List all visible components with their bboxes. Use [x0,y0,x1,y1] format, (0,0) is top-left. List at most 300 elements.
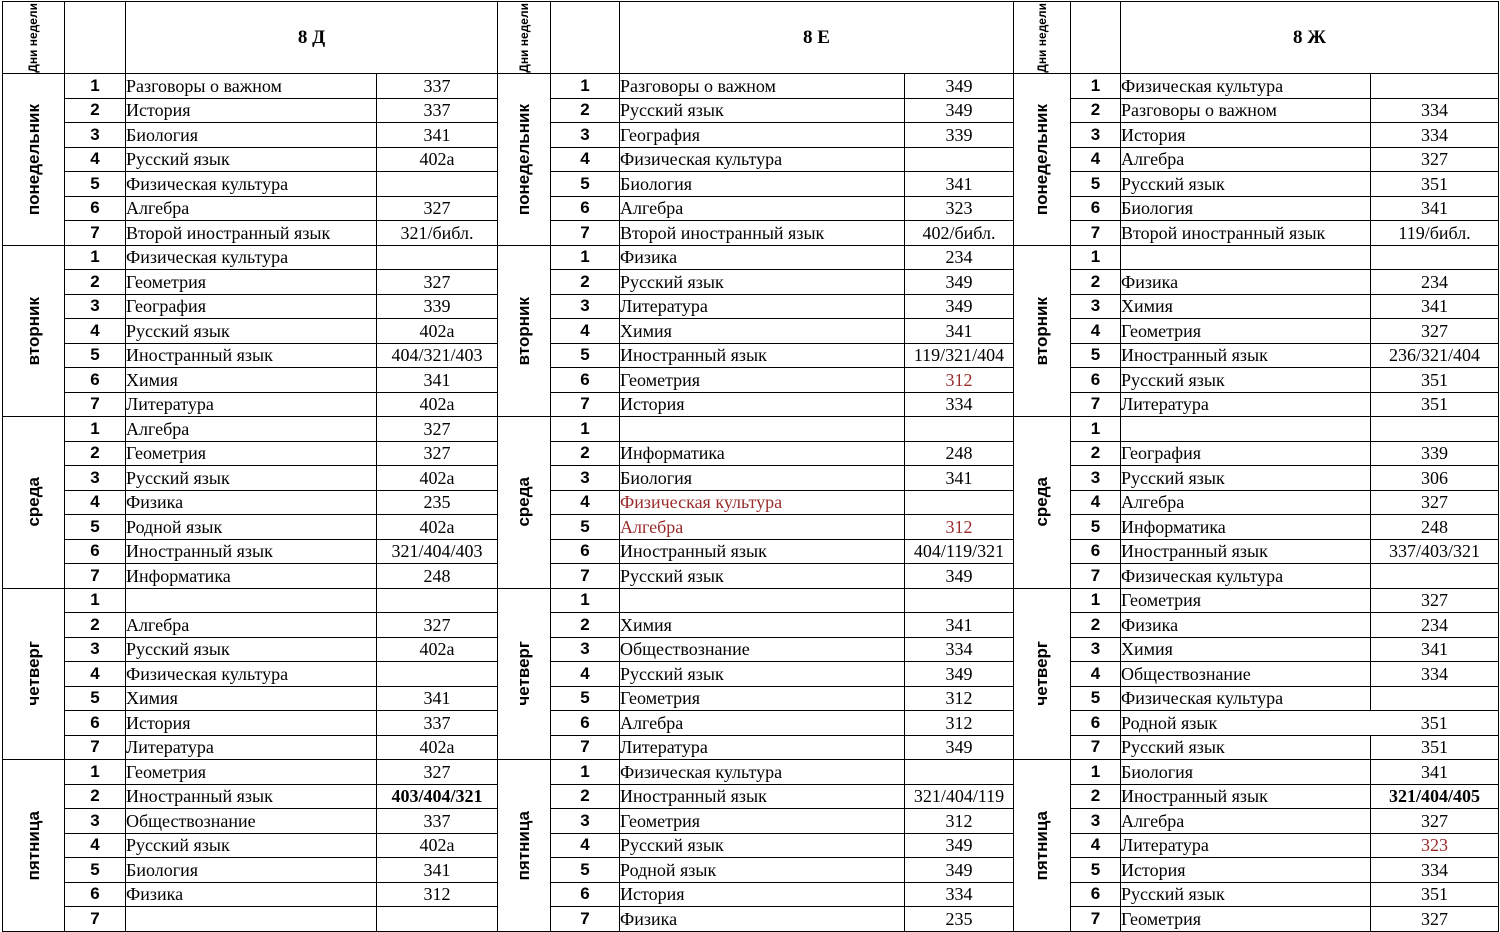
lesson-row [3,735,1499,760]
lesson-number: 3 [551,809,620,834]
room-cell: 349 [905,833,1014,858]
schedule-table-wrapper [2,1,1499,932]
lesson-number: 4 [65,662,126,687]
day-label-8zh: среда [1014,417,1071,589]
subject-cell: Русский язык [620,833,905,858]
room-cell: 337 [377,711,498,736]
room-cell: 337 [377,74,498,99]
lesson-number: 6 [65,539,126,564]
room-cell: 321/404/403 [377,539,498,564]
lesson-number: 3 [65,637,126,662]
room-cell: 327 [1371,588,1499,613]
lesson-number: 7 [65,221,126,246]
subject-cell: География [1121,441,1371,466]
subject-cell: Русский язык [620,662,905,687]
room-cell: 337 [377,98,498,123]
lesson-number: 7 [551,907,620,932]
lesson-number: 2 [65,784,126,809]
room-cell: 312 [905,809,1014,834]
lesson-number: 1 [551,74,620,99]
subject-cell: Русский язык [1121,735,1371,760]
lesson-number: 5 [1071,686,1121,711]
room-cell: 339 [377,294,498,319]
room-cell: 341 [1371,196,1499,221]
subject-cell: Алгебра [126,417,377,442]
lesson-row [3,907,1499,932]
room-cell: 119/библ. [1371,221,1499,246]
lesson-number: 2 [1071,613,1121,638]
subject-cell [126,588,377,613]
lesson-number: 2 [1071,270,1121,295]
subject-cell: История [620,392,905,417]
lesson-number: 3 [551,294,620,319]
lesson-number: 3 [65,809,126,834]
subject-cell: Геометрия [620,686,905,711]
room-cell: 349 [905,294,1014,319]
room-cell: 327 [1371,809,1499,834]
room-cell: 327 [377,760,498,785]
lesson-row [3,196,1499,221]
room-cell: 341 [377,368,498,393]
subject-cell: География [620,123,905,148]
subject-cell: Второй иностранный язык [1121,221,1371,246]
subject-cell: Геометрия [620,368,905,393]
lesson-number: 3 [551,123,620,148]
lesson-number: 5 [65,343,126,368]
lesson-number: 4 [65,319,126,344]
room-cell: 402а [377,392,498,417]
room-cell [1371,564,1499,589]
subject-cell: Биология [126,123,377,148]
lesson-number: 2 [65,270,126,295]
lesson-number: 6 [1071,882,1121,907]
room-cell: 337 [377,809,498,834]
day-label-8e: понедельник [498,74,551,246]
class-header-8e: 8 Е [620,2,1014,74]
lesson-row [3,343,1499,368]
room-cell [377,172,498,197]
room-cell: 327 [377,613,498,638]
lesson-number: 3 [551,637,620,662]
room-cell: 341 [905,172,1014,197]
lesson-number: 5 [551,686,620,711]
lesson-number: 6 [65,711,126,736]
subject-cell: Алгебра [126,196,377,221]
subject-cell: Физическая культура [1121,74,1371,99]
lesson-row [3,392,1499,417]
room-cell [1371,417,1499,442]
days-header-8d: Дни недели [3,2,65,74]
lesson-number: 6 [551,539,620,564]
lesson-number: 5 [1071,172,1121,197]
subject-cell: Родной язык [620,858,905,883]
subject-cell: Физическая культура [126,172,377,197]
room-cell: 327 [377,441,498,466]
day-label-8d: пятница [3,760,65,932]
day-label-8zh: вторник [1014,245,1071,417]
room-cell: 334 [1371,123,1499,148]
room-cell [1371,74,1499,99]
lesson-row [3,515,1499,540]
schedule-body [3,74,1499,932]
subject-cell: Иностранный язык [1121,784,1371,809]
lesson-number: 7 [65,564,126,589]
room-cell: 351 [1371,882,1499,907]
subject-cell: Биология [620,466,905,491]
room-cell: 402а [377,319,498,344]
room-cell: 334 [905,392,1014,417]
lesson-number: 1 [551,588,620,613]
day-label-8zh: четверг [1014,588,1071,760]
lesson-number: 2 [551,784,620,809]
subject-cell: Русский язык [620,270,905,295]
room-cell: 312 [905,368,1014,393]
subject-cell: Родной язык [1121,711,1371,736]
subject-cell: Иностранный язык [126,784,377,809]
subject-cell: Физика [620,907,905,932]
lesson-number: 6 [1071,711,1121,736]
lesson-number: 2 [65,98,126,123]
lesson-number-header-8zh [1071,2,1121,74]
room-cell [905,588,1014,613]
lesson-number: 4 [65,490,126,515]
subject-cell: Физика [1121,613,1371,638]
room-cell: 321/404/119 [905,784,1014,809]
lesson-row [3,294,1499,319]
lesson-row [3,564,1499,589]
room-cell: 339 [1371,441,1499,466]
subject-cell: Химия [1121,294,1371,319]
room-cell: 351 [1371,711,1499,736]
subject-cell: Химия [1121,637,1371,662]
subject-cell: География [126,294,377,319]
lesson-number: 7 [1071,392,1121,417]
subject-cell: Русский язык [620,564,905,589]
room-cell: 402а [377,466,498,491]
lesson-number: 2 [551,270,620,295]
subject-cell: Геометрия [126,270,377,295]
room-cell: 337/403/321 [1371,539,1499,564]
lesson-number: 4 [1071,147,1121,172]
class-header-8zh: 8 Ж [1121,2,1499,74]
lesson-number: 1 [65,74,126,99]
room-cell: 327 [1371,490,1499,515]
lesson-row [3,858,1499,883]
subject-cell: Геометрия [620,809,905,834]
lesson-row [3,588,1499,613]
subject-cell: Геометрия [1121,319,1371,344]
lesson-row [3,123,1499,148]
lesson-number: 5 [551,172,620,197]
schedule-table [2,1,1499,932]
room-cell: 349 [905,858,1014,883]
lesson-number: 7 [551,564,620,589]
lesson-number: 7 [1071,907,1121,932]
lesson-number: 2 [1071,784,1121,809]
lesson-number: 5 [551,515,620,540]
lesson-number: 4 [551,662,620,687]
subject-cell: Информатика [1121,515,1371,540]
lesson-row [3,270,1499,295]
lesson-number: 4 [1071,662,1121,687]
lesson-row [3,539,1499,564]
lesson-number: 5 [551,858,620,883]
subject-cell [1121,417,1371,442]
subject-cell: Химия [126,368,377,393]
room-cell: 351 [1371,392,1499,417]
lesson-row [3,760,1499,785]
room-cell [377,907,498,932]
subject-cell: Иностранный язык [620,539,905,564]
room-cell: 306 [1371,466,1499,491]
subject-cell: Биология [1121,760,1371,785]
lesson-number: 1 [65,760,126,785]
subject-cell: Иностранный язык [620,784,905,809]
day-label-8e: пятница [498,760,551,932]
subject-cell: Физическая культура [126,662,377,687]
room-cell: 334 [1371,98,1499,123]
subject-cell [126,907,377,932]
lesson-number: 4 [551,319,620,344]
lesson-number: 6 [65,196,126,221]
lesson-row [3,319,1499,344]
subject-cell: Химия [620,613,905,638]
room-cell: 341 [377,858,498,883]
room-cell: 349 [905,564,1014,589]
lesson-row [3,245,1499,270]
room-cell: 402а [377,147,498,172]
lesson-number: 7 [1071,221,1121,246]
subject-cell: Геометрия [1121,907,1371,932]
lesson-number: 1 [551,245,620,270]
subject-cell: Родной язык [126,515,377,540]
room-cell: 349 [905,270,1014,295]
day-label-8e: среда [498,417,551,589]
lesson-number: 5 [1071,858,1121,883]
lesson-number: 1 [1071,417,1121,442]
room-cell: 402а [377,833,498,858]
subject-cell: Алгебра [620,515,905,540]
subject-cell: Химия [620,319,905,344]
subject-cell: История [126,98,377,123]
lesson-number: 1 [65,588,126,613]
lesson-number: 7 [65,735,126,760]
lesson-number: 6 [1071,196,1121,221]
lesson-number: 3 [65,294,126,319]
lesson-number: 1 [1071,245,1121,270]
lesson-number: 3 [1071,294,1121,319]
subject-cell: Биология [1121,196,1371,221]
lesson-number: 7 [551,392,620,417]
lesson-row [3,686,1499,711]
lesson-row [3,882,1499,907]
lesson-number: 6 [551,882,620,907]
room-cell: 341 [905,319,1014,344]
subject-cell [620,588,905,613]
day-label-8d: среда [3,417,65,589]
subject-cell: История [126,711,377,736]
lesson-row [3,711,1499,736]
subject-cell: История [620,882,905,907]
lesson-number: 5 [551,343,620,368]
room-cell: 351 [1371,368,1499,393]
room-cell: 341 [377,123,498,148]
room-cell: 402а [377,735,498,760]
room-cell: 403/404/321 [377,784,498,809]
lesson-number: 5 [65,172,126,197]
subject-cell: Разговоры о важном [126,74,377,99]
subject-cell: Разговоры о важном [1121,98,1371,123]
lesson-row [3,833,1499,858]
lesson-number: 3 [1071,809,1121,834]
lesson-number: 6 [1071,368,1121,393]
lesson-number: 1 [551,760,620,785]
room-cell: 119/321/404 [905,343,1014,368]
lesson-number-header-8e [551,2,620,74]
lesson-row [3,662,1499,687]
lesson-number: 4 [65,147,126,172]
subject-cell: Алгебра [1121,490,1371,515]
lesson-row [3,147,1499,172]
room-cell: 349 [905,662,1014,687]
room-cell [377,662,498,687]
subject-cell: Геометрия [126,760,377,785]
room-cell: 351 [1371,172,1499,197]
subject-cell: Русский язык [126,637,377,662]
lesson-number: 1 [551,417,620,442]
room-cell: 248 [1371,515,1499,540]
subject-cell: Литература [126,392,377,417]
room-cell: 351 [1371,735,1499,760]
lesson-number: 4 [551,833,620,858]
lesson-number: 1 [1071,760,1121,785]
room-cell: 402а [377,515,498,540]
subject-cell: Обществознание [126,809,377,834]
lesson-number: 2 [65,441,126,466]
room-cell: 327 [377,196,498,221]
lesson-number: 7 [551,735,620,760]
subject-cell: История [1121,123,1371,148]
lesson-number: 4 [551,147,620,172]
lesson-number: 4 [1071,490,1121,515]
subject-cell: Русский язык [126,147,377,172]
lesson-number: 7 [1071,564,1121,589]
room-cell: 234 [1371,270,1499,295]
lesson-number: 6 [551,711,620,736]
room-cell: 341 [377,686,498,711]
lesson-number: 7 [1071,735,1121,760]
lesson-number: 7 [551,221,620,246]
room-cell: 402а [377,637,498,662]
lesson-number: 1 [1071,588,1121,613]
lesson-number: 3 [65,123,126,148]
room-cell: 327 [1371,147,1499,172]
subject-cell: Второй иностранный язык [620,221,905,246]
room-cell: 327 [1371,319,1499,344]
room-cell [377,245,498,270]
days-header-8zh: Дни недели [1014,2,1071,74]
subject-cell: Русский язык [1121,368,1371,393]
subject-cell [620,417,905,442]
subject-cell: Химия [126,686,377,711]
subject-cell: Алгебра [620,196,905,221]
subject-cell: Иностранный язык [620,343,905,368]
lesson-number: 1 [65,245,126,270]
room-cell [905,417,1014,442]
lesson-number: 6 [1071,539,1121,564]
room-cell: 323 [1371,833,1499,858]
subject-cell: Литература [126,735,377,760]
subject-cell: Литература [1121,392,1371,417]
lesson-number: 2 [1071,98,1121,123]
lesson-row [3,637,1499,662]
subject-cell: Алгебра [1121,147,1371,172]
lesson-number: 1 [1071,74,1121,99]
day-label-8e: четверг [498,588,551,760]
subject-cell: Иностранный язык [1121,343,1371,368]
lesson-row [3,417,1499,442]
subject-cell: Литература [620,294,905,319]
subject-cell: Русский язык [126,466,377,491]
room-cell: 341 [1371,760,1499,785]
subject-cell: Биология [126,858,377,883]
room-cell: 312 [905,686,1014,711]
lesson-number: 3 [1071,637,1121,662]
room-cell: 404/119/321 [905,539,1014,564]
room-cell: 341 [905,613,1014,638]
lesson-number: 4 [65,833,126,858]
day-label-8d: понедельник [3,74,65,246]
subject-cell [1121,245,1371,270]
day-label-8zh: пятница [1014,760,1071,932]
room-cell: 234 [905,245,1014,270]
subject-cell: Обществознание [620,637,905,662]
lesson-number-header-8d [65,2,126,74]
subject-cell: Алгебра [1121,809,1371,834]
room-cell: 349 [905,98,1014,123]
room-cell: 236/321/404 [1371,343,1499,368]
subject-cell: Литература [1121,833,1371,858]
lesson-number: 3 [551,466,620,491]
subject-cell: Физическая культура [620,760,905,785]
room-cell: 323 [905,196,1014,221]
header-row [3,2,1499,74]
room-cell: 327 [377,270,498,295]
room-cell [905,760,1014,785]
lesson-row [3,74,1499,99]
room-cell: 235 [377,490,498,515]
room-cell: 312 [377,882,498,907]
subject-cell: Геометрия [126,441,377,466]
subject-cell: Русский язык [620,98,905,123]
lesson-number: 2 [1071,441,1121,466]
room-cell: 327 [377,417,498,442]
lesson-number: 6 [65,882,126,907]
room-cell: 334 [1371,662,1499,687]
room-cell: 312 [905,711,1014,736]
room-cell: 235 [905,907,1014,932]
day-label-8d: четверг [3,588,65,760]
room-cell: 341 [1371,637,1499,662]
day-label-8zh: понедельник [1014,74,1071,246]
room-cell: 321/404/405 [1371,784,1499,809]
lesson-row [3,466,1499,491]
subject-cell: Информатика [620,441,905,466]
subject-cell: Иностранный язык [126,539,377,564]
room-cell: 341 [1371,294,1499,319]
subject-cell: История [1121,858,1371,883]
subject-cell: Разговоры о важном [620,74,905,99]
